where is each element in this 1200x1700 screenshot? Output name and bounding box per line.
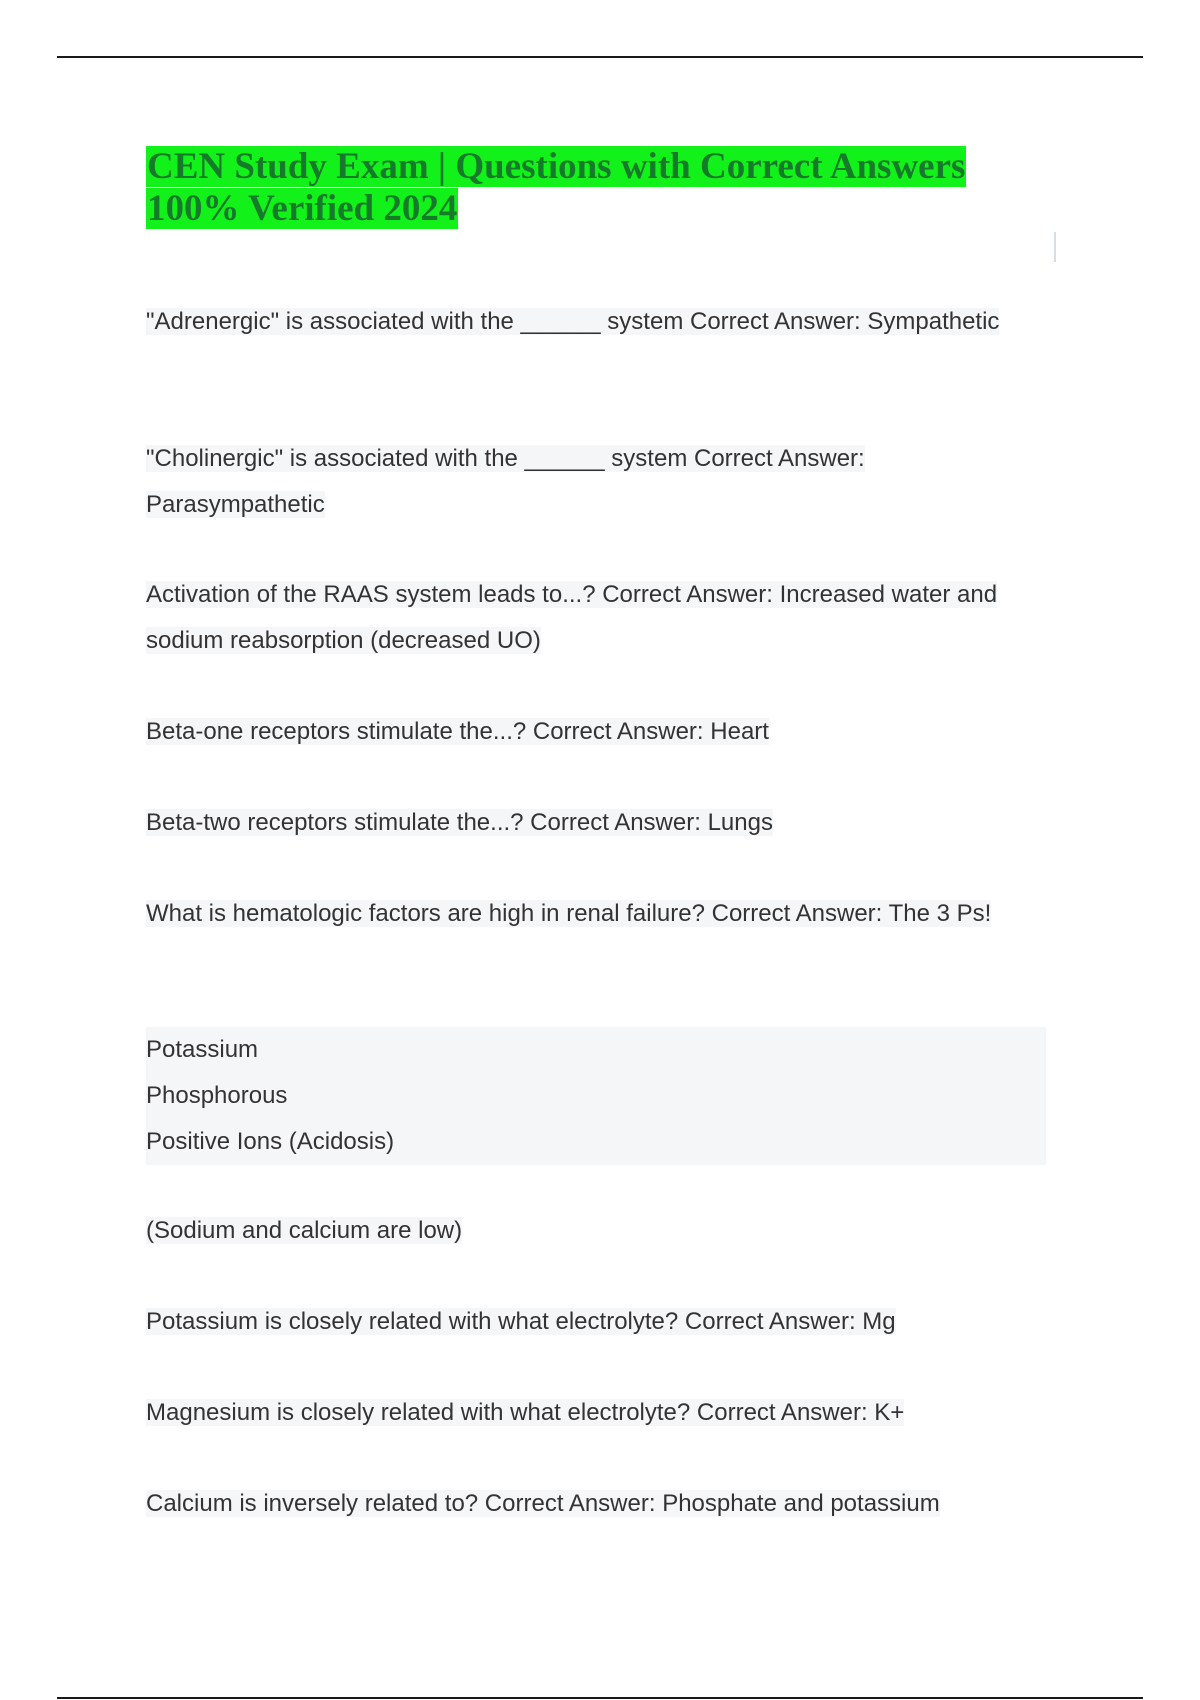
qa-item-beta-two: Beta-two receptors stimulate the...? Correct Answer: Lungs bbox=[146, 809, 773, 836]
qa-item-renal-failure: What is hematologic factors are high in renal failure? Correct Answer: The 3 Ps! bbox=[146, 900, 992, 927]
qa-item-calcium: Calcium is inversely related to? Correct Answer: Phosphate and potassium bbox=[146, 1490, 940, 1517]
document-title: CEN Study Exam | Questions with Correct Answers 100% Verified 2024 bbox=[147, 146, 966, 229]
text-cursor-mark bbox=[1054, 232, 1056, 262]
qa-item-raas: Activation of the RAAS system leads to...? Correct Answer: Increased water and sodium reabsorption (decreased UO) bbox=[146, 581, 998, 654]
ps-list-item: Positive Ions (Acidosis) bbox=[146, 1128, 395, 1155]
bottom-rule bbox=[57, 1697, 1143, 1699]
top-rule bbox=[57, 56, 1143, 58]
ps-list-item: Potassium bbox=[146, 1036, 259, 1063]
qa-item-magnesium: Magnesium is closely related with what electrolyte? Correct Answer: K+ bbox=[146, 1399, 905, 1426]
qa-item-cholinergic: "Cholinergic" is associated with the ______ system Correct Answer: Parasympathetic bbox=[146, 445, 865, 518]
ps-list bbox=[146, 1027, 1046, 1165]
qa-item-beta-one: Beta-one receptors stimulate the...? Correct Answer: Heart bbox=[146, 718, 769, 745]
qa-item-adrenergic: "Adrenergic" is associated with the ______ system Correct Answer: Sympathetic bbox=[146, 308, 1000, 335]
renal-note: (Sodium and calcium are low) bbox=[146, 1217, 463, 1244]
qa-item-potassium: Potassium is closely related with what electrolyte? Correct Answer: Mg bbox=[146, 1308, 896, 1335]
ps-list-item: Phosphorous bbox=[146, 1082, 288, 1109]
